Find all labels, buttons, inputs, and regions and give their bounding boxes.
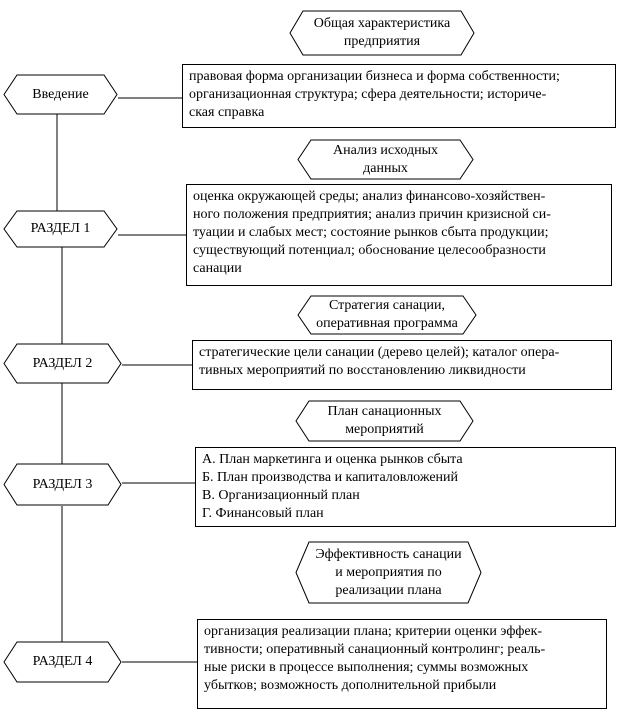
section-label-hexagon xyxy=(3,343,122,384)
section-header: Эффективность санации и мероприятия по реализации плана xyxy=(315,546,462,598)
section-label-hexagon xyxy=(3,463,122,506)
section-header: Стратегия санации, оперативная программа xyxy=(316,298,458,331)
section-label-hexagon xyxy=(3,210,118,248)
section-header: Анализ исходных данных xyxy=(332,142,439,176)
section-header: План санационных мероприятий xyxy=(327,404,442,437)
section-content-box: правовая форма организации бизнеса и форма собственности; организационная структура; сфера деятельности; историче- ская справка xyxy=(182,64,616,128)
section-label: РАЗДЕЛ 4 xyxy=(32,654,93,669)
section-header-hexagon xyxy=(295,541,482,604)
section-label: РАЗДЕЛ 2 xyxy=(32,355,93,371)
section-content-box: организация реализации плана; критерии оценки эффек- тивности; оперативный санационный контролинг; реаль- ные риски в процессе выполнения; суммы возможных убытков; возможность дополнительной прибыли xyxy=(197,619,607,709)
section-label: РАЗДЕЛ 1 xyxy=(30,221,91,236)
section-label-hexagon xyxy=(3,641,122,683)
section-header-hexagon xyxy=(295,400,474,442)
section-label: Введение xyxy=(32,86,89,102)
section-content-box: А. План маркетинга и оценка рынков сбыта Б. План производства и капиталовложений В. Организационный план Г. Финансовый план xyxy=(195,447,616,527)
section-header: Общая характеристика предприятия xyxy=(313,16,451,49)
section-label: РАЗДЕЛ 3 xyxy=(32,476,93,492)
section-label-hexagon xyxy=(3,74,118,115)
section-content-box: стратегические цели санации (дерево целей); каталог опера- тивных мероприятий по восстановлению ликвидности xyxy=(192,340,612,390)
section-header-hexagon xyxy=(297,139,474,180)
section-content-box: оценка окружающей среды; анализ финансово-хозяйствен- ного положения предприятия; анализ причин кризисной си- туации и слабых мест; состояние рынков сбыта продукции; существующий потенциал; обоснование целесообразности санации xyxy=(186,184,612,286)
section-header-hexagon xyxy=(297,295,477,335)
section-header-hexagon xyxy=(289,10,475,56)
